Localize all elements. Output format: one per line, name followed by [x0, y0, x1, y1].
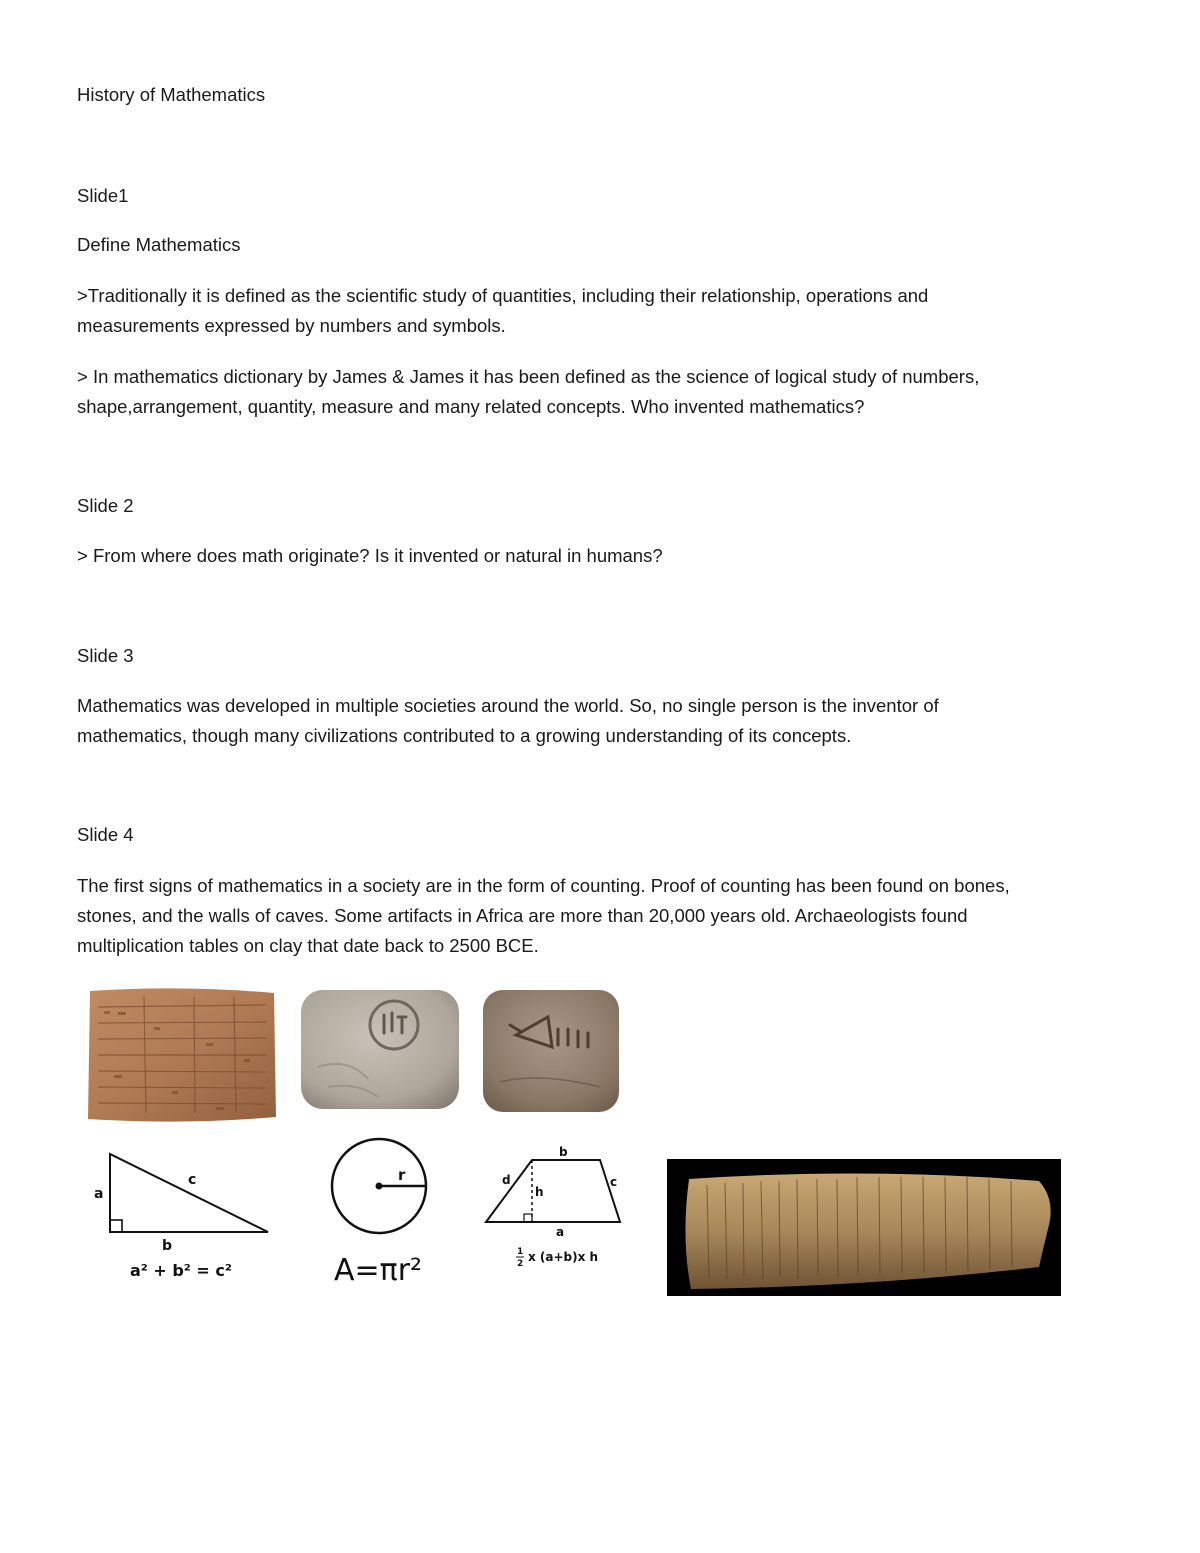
trapezoid-formula-half-numerator: 1	[517, 1247, 524, 1257]
slide4-paragraph-line1: The first signs of mathematics in a society are in the form of counting. Proof of counting has been found on bones,	[77, 875, 1010, 896]
trapezoid-label-d: d	[502, 1173, 511, 1187]
slide2-paragraph: > From where does math originate? Is it invented or natural in humans?	[77, 545, 663, 566]
trapezoid-label-a: a	[556, 1225, 565, 1239]
trapezoid-formula-half-denominator: 2	[517, 1259, 524, 1269]
clay-tablet-image-2	[298, 987, 462, 1112]
clay-tablet-image-1	[84, 985, 280, 1125]
trapezoid-area-diagram	[482, 1144, 632, 1274]
trapezoid-label-b: b	[559, 1145, 568, 1159]
circle-area-diagram	[326, 1136, 446, 1286]
trapezoid-label-h: h	[535, 1185, 544, 1199]
document-title: History of Mathematics	[77, 84, 266, 105]
circle-area-formula: A=πr²	[334, 1253, 423, 1286]
ishango-bone-image	[667, 1159, 1061, 1296]
slide3-heading: Slide 3	[77, 645, 134, 666]
slide4-paragraph-line3: multiplication tables on clay that date back to 2500 BCE.	[77, 935, 539, 956]
circle-label-r: r	[398, 1166, 406, 1184]
slide1-heading: Slide1	[77, 185, 129, 206]
slide1-paragraph1-line2: measurements expressed by numbers and symbols.	[77, 315, 506, 336]
slide3-paragraph-line2: mathematics, though many civilizations contributed to a growing understanding of its concepts.	[77, 725, 852, 746]
slide1-paragraph2-line2: shape,arrangement, quantity, measure and many related concepts. Who invented mathematics?	[77, 396, 865, 417]
pythagorean-formula: a² + b² = c²	[130, 1261, 232, 1280]
triangle-label-c: c	[188, 1172, 197, 1188]
slide1-paragraph2-line1: > In mathematics dictionary by James & James it has been defined as the science of logical study of numbers,	[77, 366, 980, 387]
triangle-label-a: a	[94, 1186, 104, 1202]
trapezoid-area-formula: x (a+b)x h	[528, 1250, 599, 1264]
clay-tablet-image-3	[480, 987, 622, 1115]
right-triangle-diagram	[86, 1148, 276, 1288]
slide1-subheading: Define Mathematics	[77, 234, 241, 255]
slide4-heading: Slide 4	[77, 824, 134, 845]
triangle-label-b: b	[162, 1238, 173, 1254]
slide3-paragraph-line1: Mathematics was developed in multiple societies around the world. So, no single person is the inventor of	[77, 695, 939, 716]
slide2-heading: Slide 2	[77, 495, 134, 516]
trapezoid-label-c: c	[610, 1175, 618, 1189]
slide1-paragraph1-line1: >Traditionally it is defined as the scientific study of quantities, including their relationship, operations and	[77, 285, 929, 306]
slide4-paragraph-line2: stones, and the walls of caves. Some artifacts in Africa are more than 20,000 years old. Archaeologists found	[77, 905, 968, 926]
